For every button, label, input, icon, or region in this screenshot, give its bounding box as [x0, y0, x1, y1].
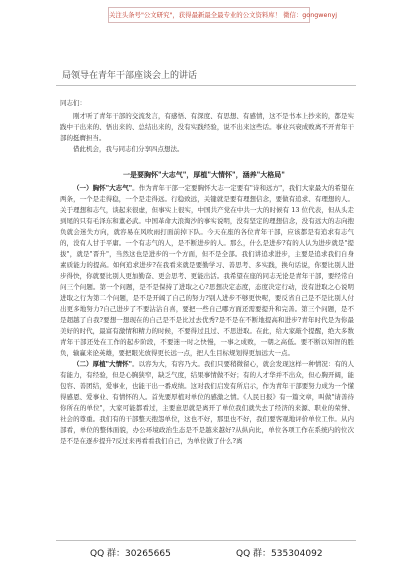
sub-section-1-text: 。作为青年干部一定要胸怀大志一定要有"诗和远方"，我们大家最大的希望在两条，一个是走得稳，一个是走得远。行稳致远，关键就是要有理想信念，要做有追求、有理想的人。关于理想和志气，谈起来很虚，但事实上很实，中国共产党在中共一大的时候有 13 位代表，但从头走到尾的只有毛泽东和董必武。中国革命大浪淘沙的事实说明，没有坚定的理想信念，没有远大的志向抱负就会迷失方向，就容易在风吹雨打面前掉下队。今天在座的各位青年干部，应该都是有追求有志气的，没有人甘于平庸。一个有志气的人，是不断进步的人。那么，什么是进步?有的人认为进步就是"提拔"，就是"晋升"，当然这也是进步的一个方面，但不是全部。我们讲追求进步，主要是追求我们自身素质能力的提高。如何追求进步?在我看来就是要勤学习、善思考、多实践，换句话说，你要比别人进步得快，你就要比别人更加勤奋、更会思考、更能出活。我希望在座的同志无论是青年干部，要经常自问三个问题。第一个问题，是不是保持了进取之心?思想决定态度，态度决定行动，没有进取之心说明进取之行为第二个问题，是不是开阔了自己的努力?别人进步不够更快呢，要反省自己是不是比别人付出更多地努力?自己进步了不要沾沾自喜，要把一些自己哪方面还需要提升和完善。第三个问题，是不是超越了自我?要想一想现在的自己是不是比过去优秀?是不是在不断地提高和进步?青年时代是为你最美好的时代，最富有激情和精力的时候，不要得过且过、不思进取。在此，给大家敲个提醒，绝大多数青年干部还处在工作的起步阶段，不要迷一时之快慢，一事之成败，一朝之高低。要不断以知智的胜负，输赢来论英雄，要把眼光放得更长远一点，把人生目标规划得更加远大一点。 [60, 184, 354, 357]
sub-section-1 [60, 183, 354, 359]
intro-text [60, 111, 354, 155]
page-title: 局领导在青年干部座谈会上的讲话 [62, 71, 198, 81]
footer-qq: QQ 群：30265665 [90, 549, 171, 559]
sub-heading-2: （二）厚植"大情怀" [73, 360, 133, 368]
salutation: 同志们： [60, 99, 86, 107]
intro-paragraph-2: 借此机会，我与同志们分享四点想法。 [73, 145, 184, 153]
title-divider [56, 85, 356, 86]
top-banner: 关注头条号"公文研究"，获得最新最全最专业的公文资料库！ 微信：gongwenyj [108, 7, 310, 23]
footer-divider [56, 540, 356, 541]
section-heading-1: 一是要胸怀"大志气"，厚植"大情怀"，涵养"大格局" [123, 170, 285, 179]
section-1-body [60, 183, 354, 447]
intro-paragraph-1: 刚才听了青年干部的交流发言，有感悟、有深度、有思想、有感情，这不是书本上抄来的，都是实践中干出来的、悟出来的、总结出来的，没有实践经验，说不出来这些话。事业兴衰成败离不开青年干部的挺膺担当。 [60, 112, 354, 142]
sub-section-2 [60, 359, 354, 447]
footer-qq-group: QQ 群：535304092 [236, 549, 323, 559]
sub-heading-1: （一）胸怀"大志气" [73, 184, 133, 192]
sub-section-2-text: 。以容为大，有容乃大。我们只要稍微留心，就会发现这样一种情况：有的人有能力，有经验，但是心胸狭窄，缺乏气度，结果事情做不好；有的人才华并不出众，但心胸开阔，能包容、善团结，爱事业，也能干出一番成绩。这对我们启发有所启示，作为青年干部要努力成为一个懂得感恩、爱事业、有情怀的人。首先要厚植对单位的感激之情。《人民日报》有一篇文章，叫做"请善待你所在的单位"，大家可能都看过，主要意思就是离开了单位我们就失去了经济的来源、职业的荣誉、社会的尊重。我们有的干部整天抱怨单位，这也不好，那里也不好，我们要客观地评价单位工作。从内部看，单位的整体面貌，办公环境政治生态是不是越来越好?从纵向比，单位各项工作在系统内的位次是不是在逐步提升?反过来再看看我们自己，为单位做了什么?离 [60, 360, 354, 445]
